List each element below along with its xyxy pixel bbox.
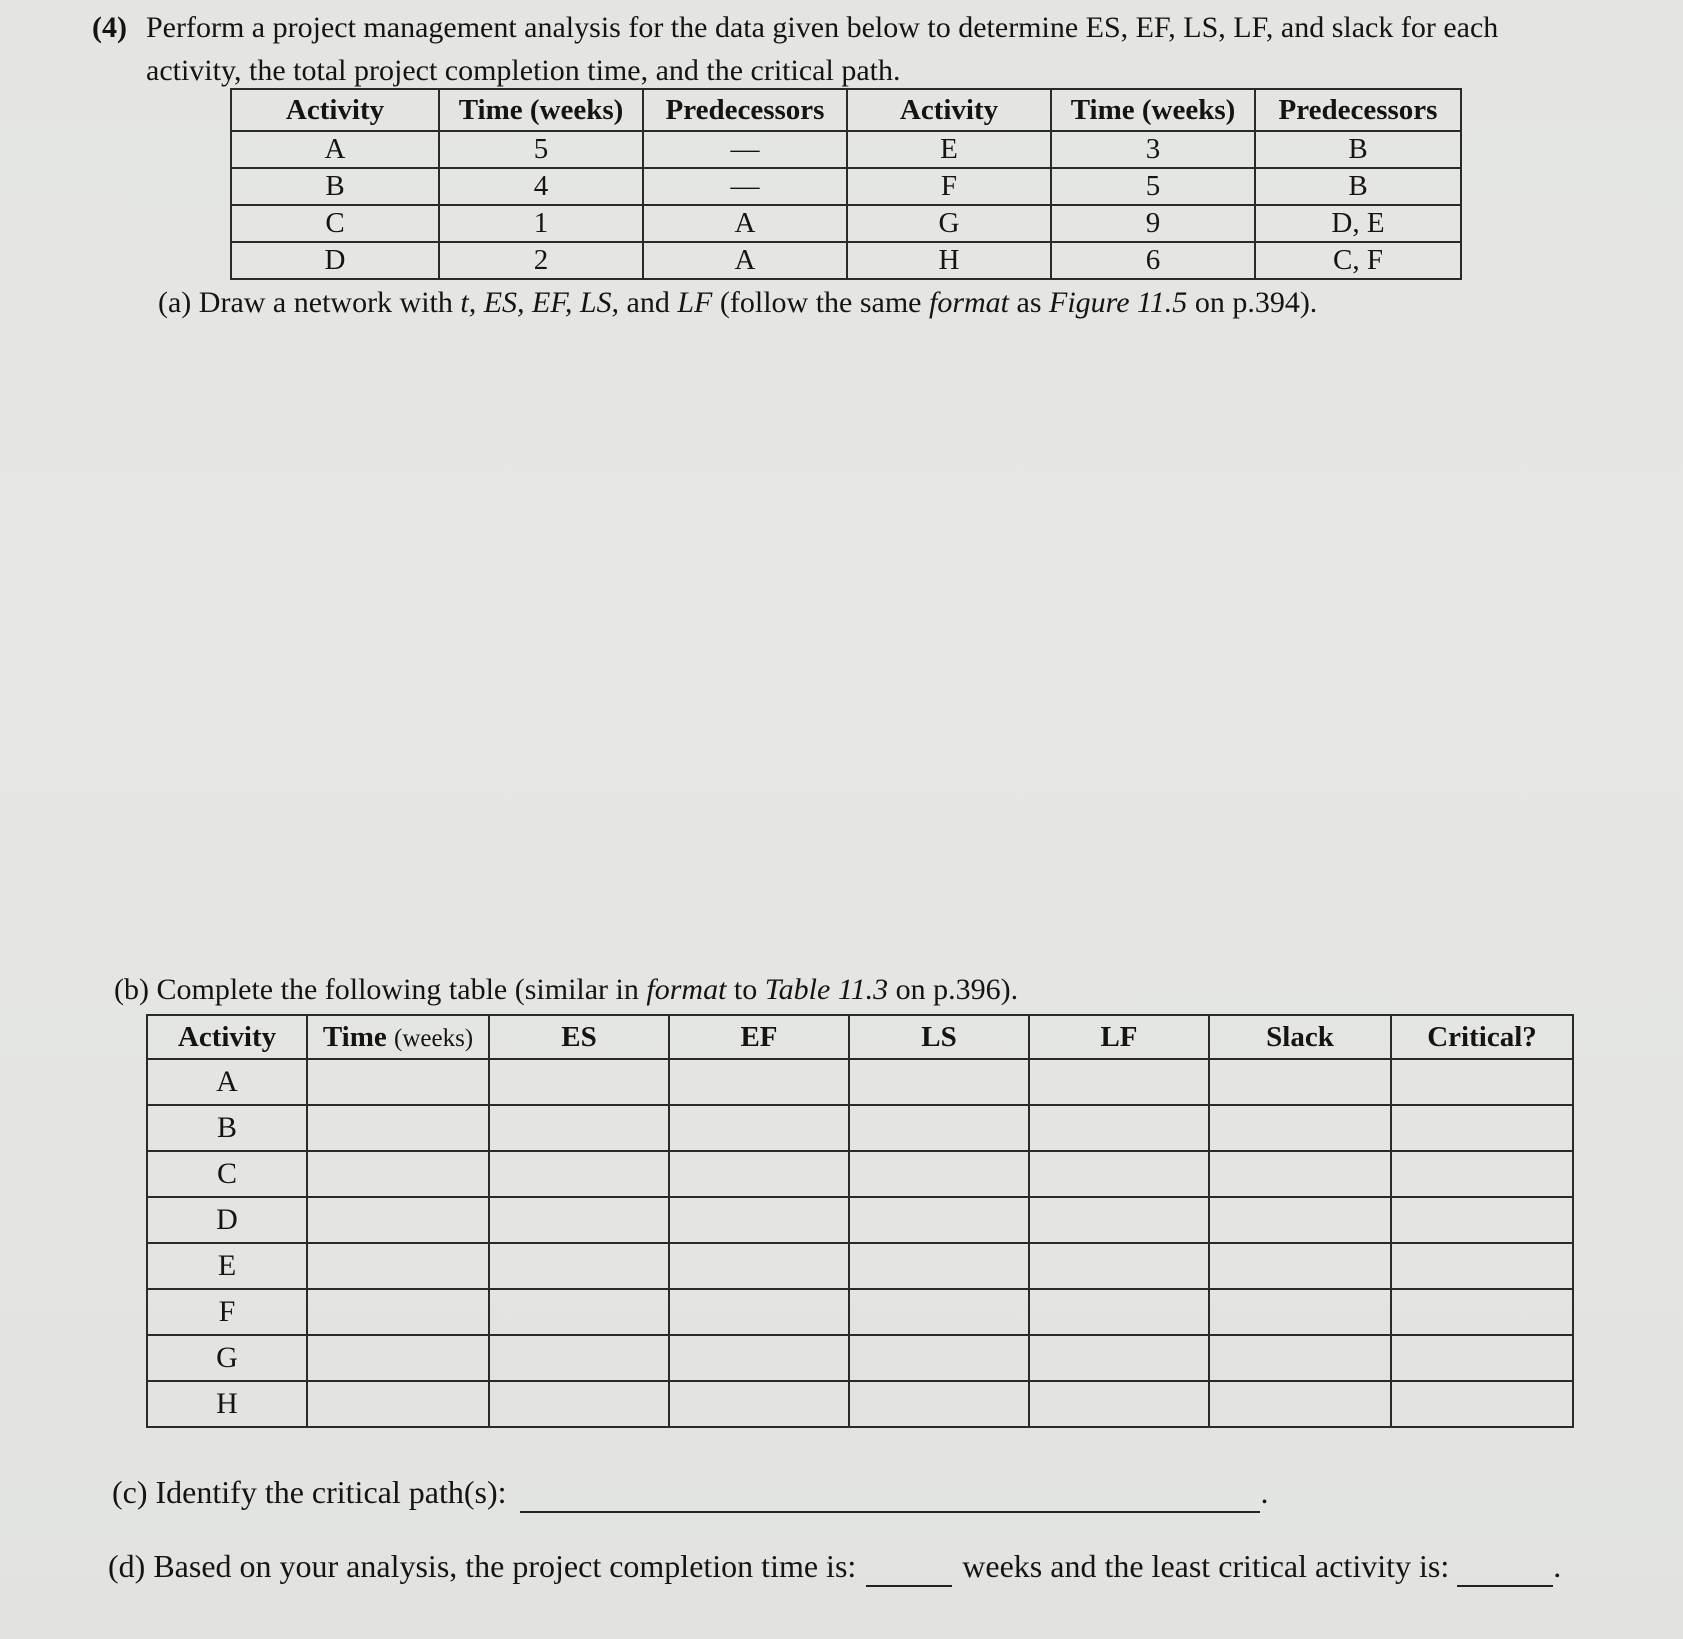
answer-cell[interactable]: [849, 1197, 1029, 1243]
answer-cell[interactable]: [307, 1197, 489, 1243]
table-cell: 5: [439, 131, 643, 168]
answer-cell[interactable]: [489, 1335, 669, 1381]
critical-path-blank[interactable]: [520, 1474, 1260, 1513]
header-activity: Activity: [147, 1015, 307, 1059]
table-cell: 1: [439, 205, 643, 242]
answer-table: [146, 1014, 1574, 1428]
answer-cell[interactable]: [669, 1105, 849, 1151]
table-cell: F: [847, 168, 1051, 205]
table-cell: C: [231, 205, 439, 242]
table-cell: 9: [1051, 205, 1255, 242]
activity-label: B: [147, 1105, 307, 1151]
answer-cell[interactable]: [307, 1335, 489, 1381]
answer-cell[interactable]: [1029, 1105, 1209, 1151]
answer-cell[interactable]: [307, 1289, 489, 1335]
header-slack: Slack: [1209, 1015, 1391, 1059]
table-cell: D, E: [1255, 205, 1461, 242]
answer-cell[interactable]: [1209, 1105, 1391, 1151]
header-predecessors-1: Predecessors: [643, 89, 847, 131]
answer-cell[interactable]: [849, 1243, 1029, 1289]
answer-cell[interactable]: [307, 1243, 489, 1289]
answer-cell[interactable]: [1391, 1151, 1573, 1197]
answer-cell[interactable]: [1029, 1289, 1209, 1335]
activity-label: D: [147, 1197, 307, 1243]
answer-cell[interactable]: [489, 1243, 669, 1289]
answer-cell[interactable]: [849, 1151, 1029, 1197]
table-cell: B: [1255, 131, 1461, 168]
part-b-text: (b) Complete the following table (similar in: [114, 973, 647, 1006]
table-cell: —: [643, 168, 847, 205]
header-activity-1: Activity: [231, 89, 439, 131]
table-cell: A: [643, 242, 847, 279]
table-row: [231, 242, 1461, 279]
table-row: [231, 131, 1461, 168]
answer-cell[interactable]: [669, 1059, 849, 1105]
part-b-text: on p.396).: [888, 973, 1019, 1006]
table-cell: C, F: [1255, 242, 1461, 279]
table-cell: A: [231, 131, 439, 168]
table-cell: 2: [439, 242, 643, 279]
answer-cell[interactable]: [307, 1105, 489, 1151]
answer-cell[interactable]: [1391, 1381, 1573, 1427]
answer-cell[interactable]: [1391, 1059, 1573, 1105]
part-a-text: on p.394).: [1187, 286, 1318, 319]
activity-label: H: [147, 1381, 307, 1427]
header-predecessors-2: Predecessors: [1255, 89, 1461, 131]
part-d-label: (d) Based on your analysis, the project completion time is:: [108, 1548, 857, 1584]
part-a-format: format: [928, 286, 1009, 319]
part-b-text: to: [726, 973, 765, 1006]
problem-statement: [92, 6, 1622, 92]
table-cell: G: [847, 205, 1051, 242]
answer-cell[interactable]: [489, 1381, 669, 1427]
answer-cell[interactable]: [1029, 1381, 1209, 1427]
table-row: [231, 205, 1461, 242]
table-row: [147, 1381, 1573, 1427]
answer-cell[interactable]: [669, 1151, 849, 1197]
answer-cell[interactable]: [849, 1105, 1029, 1151]
part-c-label: (c) Identify the critical path(s):: [112, 1474, 507, 1510]
part-a-lf: LF: [677, 286, 713, 319]
activity-label: A: [147, 1059, 307, 1105]
table-row: [147, 1243, 1573, 1289]
table-cell: 5: [1051, 168, 1255, 205]
data-table-header-row: [231, 89, 1461, 131]
answer-cell[interactable]: [307, 1381, 489, 1427]
answer-cell[interactable]: [1209, 1289, 1391, 1335]
answer-cell[interactable]: [1029, 1151, 1209, 1197]
answer-cell[interactable]: [307, 1059, 489, 1105]
part-b-instruction: [114, 973, 1018, 1007]
answer-cell[interactable]: [489, 1105, 669, 1151]
table-cell: 3: [1051, 131, 1255, 168]
part-a-figure-ref: Figure 11.5: [1049, 286, 1188, 319]
table-cell: B: [1255, 168, 1461, 205]
part-c-period: .: [1260, 1474, 1269, 1510]
header-time-label: Time: [322, 1020, 387, 1053]
table-row: [147, 1289, 1573, 1335]
answer-cell[interactable]: [849, 1289, 1029, 1335]
activity-label: C: [147, 1151, 307, 1197]
answer-cell[interactable]: [669, 1197, 849, 1243]
part-d-period: .: [1553, 1548, 1562, 1584]
answer-table-header-row: [147, 1015, 1573, 1059]
answer-cell[interactable]: [669, 1335, 849, 1381]
header-time-2: Time (weeks): [1051, 89, 1255, 131]
answer-cell[interactable]: [1391, 1197, 1573, 1243]
table-row: [147, 1151, 1573, 1197]
table-cell: H: [847, 242, 1051, 279]
problem-line-1: Perform a project management analysis for the data given below to determine ES, EF, LS, LF, and slack for each: [146, 11, 1499, 44]
part-a-text: (a) Draw a network with: [158, 286, 461, 319]
answer-cell[interactable]: [1209, 1381, 1391, 1427]
part-b-format: format: [646, 973, 727, 1006]
problem-line-2: activity, the total project completion time, and the critical path.: [146, 54, 901, 87]
answer-cell[interactable]: [489, 1151, 669, 1197]
table-cell: E: [847, 131, 1051, 168]
answer-cell[interactable]: [669, 1243, 849, 1289]
answer-cell[interactable]: [1391, 1335, 1573, 1381]
answer-cell[interactable]: [489, 1059, 669, 1105]
activity-label: E: [147, 1243, 307, 1289]
answer-cell[interactable]: [669, 1381, 849, 1427]
table-row: [231, 168, 1461, 205]
header-ls: LS: [849, 1015, 1029, 1059]
answer-cell[interactable]: [489, 1197, 669, 1243]
answer-cell[interactable]: [1209, 1243, 1391, 1289]
answer-cell[interactable]: [849, 1381, 1029, 1427]
part-d-question: [108, 1548, 1561, 1587]
problem-number: (4): [92, 11, 127, 44]
answer-cell[interactable]: [1029, 1059, 1209, 1105]
header-time-1: Time (weeks): [439, 89, 643, 131]
part-b-table-ref: Table 11.3: [764, 973, 889, 1006]
header-time-unit: (weeks): [394, 1024, 474, 1052]
answer-cell[interactable]: [489, 1289, 669, 1335]
part-c-question: [112, 1474, 1268, 1513]
answer-cell[interactable]: [1391, 1289, 1573, 1335]
answer-cell[interactable]: [1391, 1243, 1573, 1289]
table-row: [147, 1105, 1573, 1151]
header-ef: EF: [669, 1015, 849, 1059]
table-cell: A: [643, 205, 847, 242]
answer-cell[interactable]: [1029, 1197, 1209, 1243]
answer-cell[interactable]: [1209, 1151, 1391, 1197]
header-lf: LF: [1029, 1015, 1209, 1059]
answer-cell[interactable]: [1029, 1243, 1209, 1289]
table-row: [147, 1197, 1573, 1243]
header-critical: Critical?: [1391, 1015, 1573, 1059]
part-a-text: and: [619, 286, 678, 319]
completion-time-blank[interactable]: [866, 1548, 952, 1587]
part-d-mid-text: weeks and the least critical activity is:: [962, 1548, 1450, 1584]
part-a-text: as: [1009, 286, 1049, 319]
part-a-instruction: [158, 286, 1317, 320]
table-cell: 6: [1051, 242, 1255, 279]
header-es: ES: [489, 1015, 669, 1059]
answer-cell[interactable]: [307, 1151, 489, 1197]
table-cell: —: [643, 131, 847, 168]
table-row: [147, 1335, 1573, 1381]
table-cell: B: [231, 168, 439, 205]
least-critical-activity-blank[interactable]: [1457, 1548, 1553, 1587]
table-cell: 4: [439, 168, 643, 205]
activity-label: G: [147, 1335, 307, 1381]
answer-cell[interactable]: [1029, 1335, 1209, 1381]
header-activity-2: Activity: [847, 89, 1051, 131]
answer-cell[interactable]: [669, 1289, 849, 1335]
part-a-variables: t, ES, EF, LS,: [460, 286, 620, 319]
answer-cell[interactable]: [849, 1335, 1029, 1381]
answer-cell[interactable]: [1209, 1197, 1391, 1243]
table-cell: D: [231, 242, 439, 279]
header-time: [307, 1015, 489, 1059]
part-a-text: (follow the same: [712, 286, 929, 319]
answer-cell[interactable]: [1209, 1059, 1391, 1105]
answer-cell[interactable]: [1209, 1335, 1391, 1381]
answer-cell[interactable]: [849, 1059, 1029, 1105]
activity-data-table: [230, 88, 1462, 280]
answer-cell[interactable]: [1391, 1105, 1573, 1151]
table-row: [147, 1059, 1573, 1105]
activity-label: F: [147, 1289, 307, 1335]
